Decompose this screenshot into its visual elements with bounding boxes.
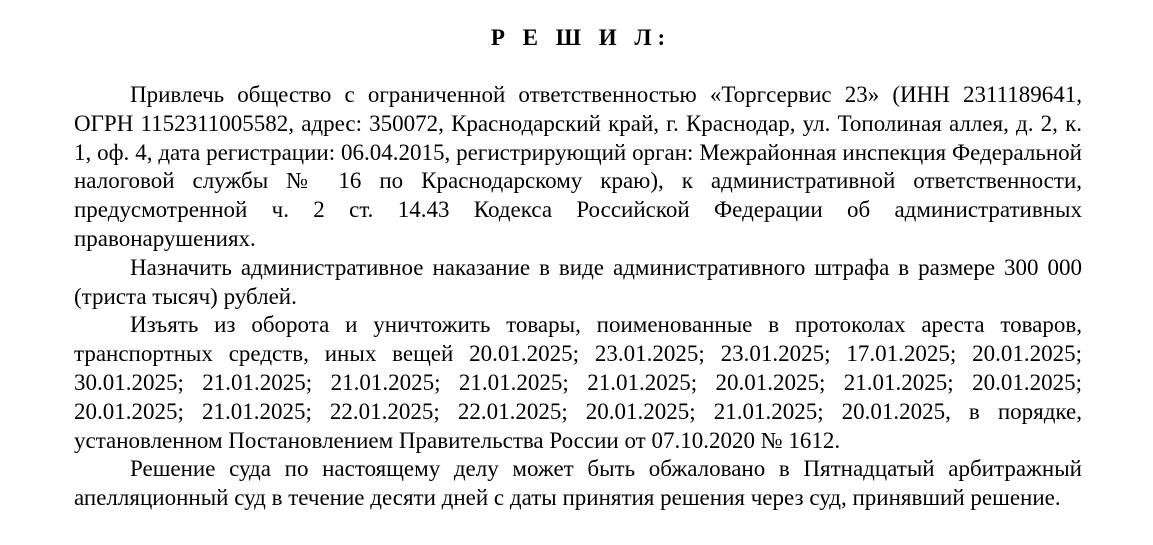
decision-heading: Р Е Ш И Л: — [490, 25, 672, 50]
paragraph-penalty: Назначить административное наказание в виде административного штрафа в размере 300 000 (триста тысяч) рублей. — [74, 254, 1082, 309]
paragraph-appeal: Решение суда по настоящему делу может быть обжаловано в Пятнадцатый арбитражный апелляционный суд в течение десяти дней с даты принятия решения через суд, принявший решение. — [74, 456, 1082, 511]
paragraph-liability: Привлечь общество с ограниченной ответственностью «Торгсервис 23» (ИНН 2311189641, ОГРН 1152311005582, адрес: 350072, Краснодарский край, г. Краснодар, ул. Тополиная аллея, д. 2, к. 1, оф. 4, дата регистрации: 06.04.2015, регистрирующий орган: Межрайонная инспекция Федеральной налоговой службы № 16 по Краснодарскому краю), к административной ответственности, предусмотренной ч. 2 ст. 14.43 Кодекса Российской Федерации об административных правонарушениях. — [74, 82, 1082, 251]
decision-body — [74, 81, 1082, 513]
paragraph-confiscation: Изъять из оборота и уничтожить товары, поименованные в протоколах ареста товаров, транспортных средств, иных вещей 20.01.2025; 23.01.2025; 23.01.2025; 17.01.2025; 20.01.2025; 30.01.2025; 21.01.2025; 21.01.2025; 21.01.2025; 21.01.2025; 20.01.2025; 21.01.2025; 20.01.2025; 20.01.2025; 21.01.2025; 22.01.2025; 22.01.2025; 20.01.2025; 21.01.2025; 20.01.2025, в порядке, установленном Постановлением Правительства России от 07.10.2020 № 1612. — [74, 312, 1082, 453]
